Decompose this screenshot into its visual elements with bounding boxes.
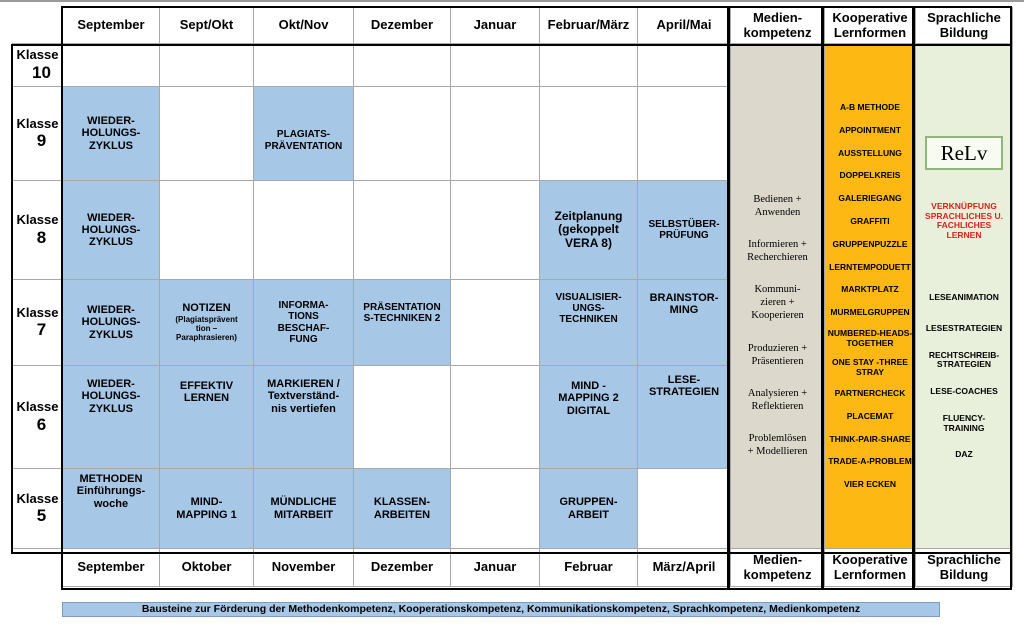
col-footer: Februar	[540, 549, 638, 587]
cell-empty	[638, 87, 731, 181]
row-klasse-10	[13, 44, 1013, 87]
cell-selbstueberpruefung: SELBSTÜBER- PRÜFUNG	[638, 181, 731, 280]
cell-praesentationstechniken: PRÄSENTATION S-TECHNIKEN 2	[354, 280, 451, 366]
sprachlich-list	[916, 293, 1012, 460]
sprachlich-column	[916, 44, 1013, 549]
sprachlich-item: LESESTRATEGIEN	[925, 322, 1003, 333]
medien-column	[731, 44, 825, 549]
cell-notizen	[160, 280, 254, 366]
cell-wiederholungszyklus: WIEDER- HOLUNGS- ZYKLUS	[63, 181, 160, 280]
medien-item: Problemlösen + Modellieren	[747, 433, 808, 458]
cell-empty	[451, 44, 540, 87]
medien-list	[731, 115, 824, 459]
cell-empty	[451, 469, 540, 549]
kooperativ-item: MURMELGRUPPEN	[830, 307, 910, 318]
cell-brainstorming: BRAINSTOR- MING	[638, 280, 731, 366]
col-footer-kooperativ: Kooperative Lernformen	[825, 549, 916, 587]
kooperativ-item: NUMBERED-HEADS- TOGETHER	[827, 328, 913, 348]
col-footer: Dezember	[354, 549, 451, 587]
kooperativ-item: TRADE-A-PROBLEM	[828, 456, 912, 467]
cell-markieren: MARKIEREN / Textverständ- nis vertiefen	[254, 366, 354, 469]
col-footer: September	[63, 549, 160, 587]
grade-label: Klasse 5	[13, 469, 63, 549]
cell-empty	[638, 469, 731, 549]
cell-empty	[638, 44, 731, 87]
cell-empty	[160, 181, 254, 280]
sprachlich-item: LESE-COACHES	[930, 386, 998, 397]
grade-label: Klasse 7	[13, 280, 63, 366]
cell-empty	[540, 87, 638, 181]
col-footer-medien: Medien- kompetenz	[731, 549, 825, 587]
cell-plagiatspraevention: PLAGIATS- PRÄVENTATION	[254, 87, 354, 181]
col-header-sprachlich: Sprachliche Bildung	[916, 8, 1013, 44]
medien-item: Kommuni- zieren + Kooperieren	[751, 284, 804, 322]
kooperativ-item: AUSSTELLUNG	[838, 147, 902, 158]
kooperativ-item: THINK-PAIR-SHARE	[829, 433, 911, 444]
cell-empty	[451, 181, 540, 280]
cell-empty	[354, 181, 451, 280]
top-rule	[0, 0, 1024, 2]
notizen-title: NOTIZEN	[182, 301, 231, 314]
cell-methoden: METHODEN Einführungs- woche	[63, 469, 160, 549]
cell-mindmapping-1: MIND- MAPPING 1	[160, 469, 254, 549]
kooperativ-item: PLACEMAT	[846, 410, 894, 421]
col-footer: Januar	[451, 549, 540, 587]
cell-empty	[451, 280, 540, 366]
cell-mindmapping-digital: MIND - MAPPING 2 DIGITAL	[540, 366, 638, 469]
cell-empty	[160, 87, 254, 181]
kooperativ-item: ONE STAY -THREE STRAY	[832, 357, 908, 377]
col-footer: Oktober	[160, 549, 254, 587]
col-header: Okt/Nov	[254, 8, 354, 44]
sprachlich-item: RECHTSCHREIB- STRATEGIEN	[928, 349, 1000, 370]
cell-wiederholungszyklus: WIEDER- HOLUNGS- ZYKLUS	[63, 87, 160, 181]
cell-empty	[540, 44, 638, 87]
col-header: September	[63, 8, 160, 44]
header-row-top	[13, 8, 1013, 44]
col-footer: November	[254, 549, 354, 587]
cell-gruppenarbeit: GRUPPEN- ARBEIT	[540, 469, 638, 549]
notizen-subtitle: (Plagiatsprävent tion – Paraphrasieren)	[175, 315, 238, 343]
col-header: Februar/März	[540, 8, 638, 44]
cell-wiederholungszyklus: WIEDER- HOLUNGS- ZYKLUS	[63, 366, 160, 469]
kooperativ-item: GALERIEGANG	[838, 193, 902, 204]
cell-lesestrategien: LESE- STRATEGIEN	[638, 366, 731, 469]
cell-empty	[63, 44, 160, 87]
kooperativ-item: GRAFFITI	[850, 216, 890, 227]
relv-logo: ReLv	[925, 136, 1003, 170]
medien-item: Bedienen + Anwenden	[753, 193, 802, 218]
medien-item: Produzieren + Präsentieren	[747, 342, 808, 367]
col-header-medien: Medien- kompetenz	[731, 8, 825, 44]
curriculum-grid	[12, 7, 1013, 587]
kooperativ-item: PARTNERCHECK	[834, 388, 906, 398]
cell-wiederholungszyklus: WIEDER- HOLUNGS- ZYKLUS	[63, 280, 160, 366]
grade-label: Klasse 9	[13, 87, 63, 181]
grade-label: Klasse 6	[13, 366, 63, 469]
kooperativ-item: LERNTEMPODUETT	[829, 261, 911, 272]
cell-empty	[254, 44, 354, 87]
cell-zeitplanung: Zeitplanung (gekoppelt VERA 8)	[540, 181, 638, 280]
col-header: Januar	[451, 8, 540, 44]
cell-visualisierungstechniken: VISUALISIER- UNGS- TECHNIKEN	[540, 280, 638, 366]
cell-empty	[451, 366, 540, 469]
grade-label: Klasse 10	[13, 44, 63, 87]
cell-informationsbeschaffung: INFORMA- TIONS BESCHAF- FUNG	[254, 280, 354, 366]
col-header: April/Mai	[638, 8, 731, 44]
col-footer: März/April	[638, 549, 731, 587]
cell-empty	[254, 181, 354, 280]
cell-empty	[160, 44, 254, 87]
cell-muendliche-mitarbeit: MÜNDLICHE MITARBEIT	[254, 469, 354, 549]
kooperativ-item: A-B METHODE	[840, 102, 900, 113]
sprachlich-item: LESEANIMATION	[929, 291, 999, 302]
header-row-bottom	[13, 549, 1013, 587]
col-header: Sept/Okt	[160, 8, 254, 44]
footer-banner: Bausteine zur Förderung der Methodenkompetenz, Kooperationskompetenz, Kommunikationskompetenz, Sprachkompetenz, Medienkompetenz	[62, 602, 940, 617]
col-footer-sprachlich: Sprachliche Bildung	[916, 549, 1013, 587]
kooperativ-item: GRUPPENPUZZLE	[832, 238, 908, 249]
cell-empty	[451, 87, 540, 181]
col-header: Dezember	[354, 8, 451, 44]
sprachlich-item: DAZ	[955, 449, 973, 460]
kooperativ-item: MARKTPLATZ	[841, 284, 899, 295]
medien-item: Informieren + Recherchieren	[747, 238, 808, 264]
cell-effektiv-lernen: EFFEKTIV LERNEN	[160, 366, 254, 469]
medien-item: Analysieren + Reflektieren	[747, 387, 808, 412]
cell-empty	[354, 366, 451, 469]
sprachlich-item: FLUENCY- TRAINING	[942, 412, 986, 433]
kooperativ-item: VIER ECKEN	[844, 479, 896, 490]
footer-corner	[13, 549, 63, 587]
cell-klassenarbeiten: KLASSEN- ARBEITEN	[354, 469, 451, 549]
kooperativ-item: APPOINTMENT	[839, 124, 901, 135]
red-note: VERKNÜPFUNG SPRACHLICHES U. FACHLICHES LERNEN	[925, 200, 1003, 241]
kooperativ-column	[825, 44, 916, 549]
cell-empty	[354, 87, 451, 181]
grade-label: Klasse 8	[13, 181, 63, 280]
header-corner	[13, 8, 63, 44]
kooperativ-list	[825, 96, 915, 497]
col-header-kooperativ: Kooperative Lernformen	[825, 8, 916, 44]
cell-empty	[354, 44, 451, 87]
kooperativ-item: DOPPELKREIS	[839, 170, 901, 181]
